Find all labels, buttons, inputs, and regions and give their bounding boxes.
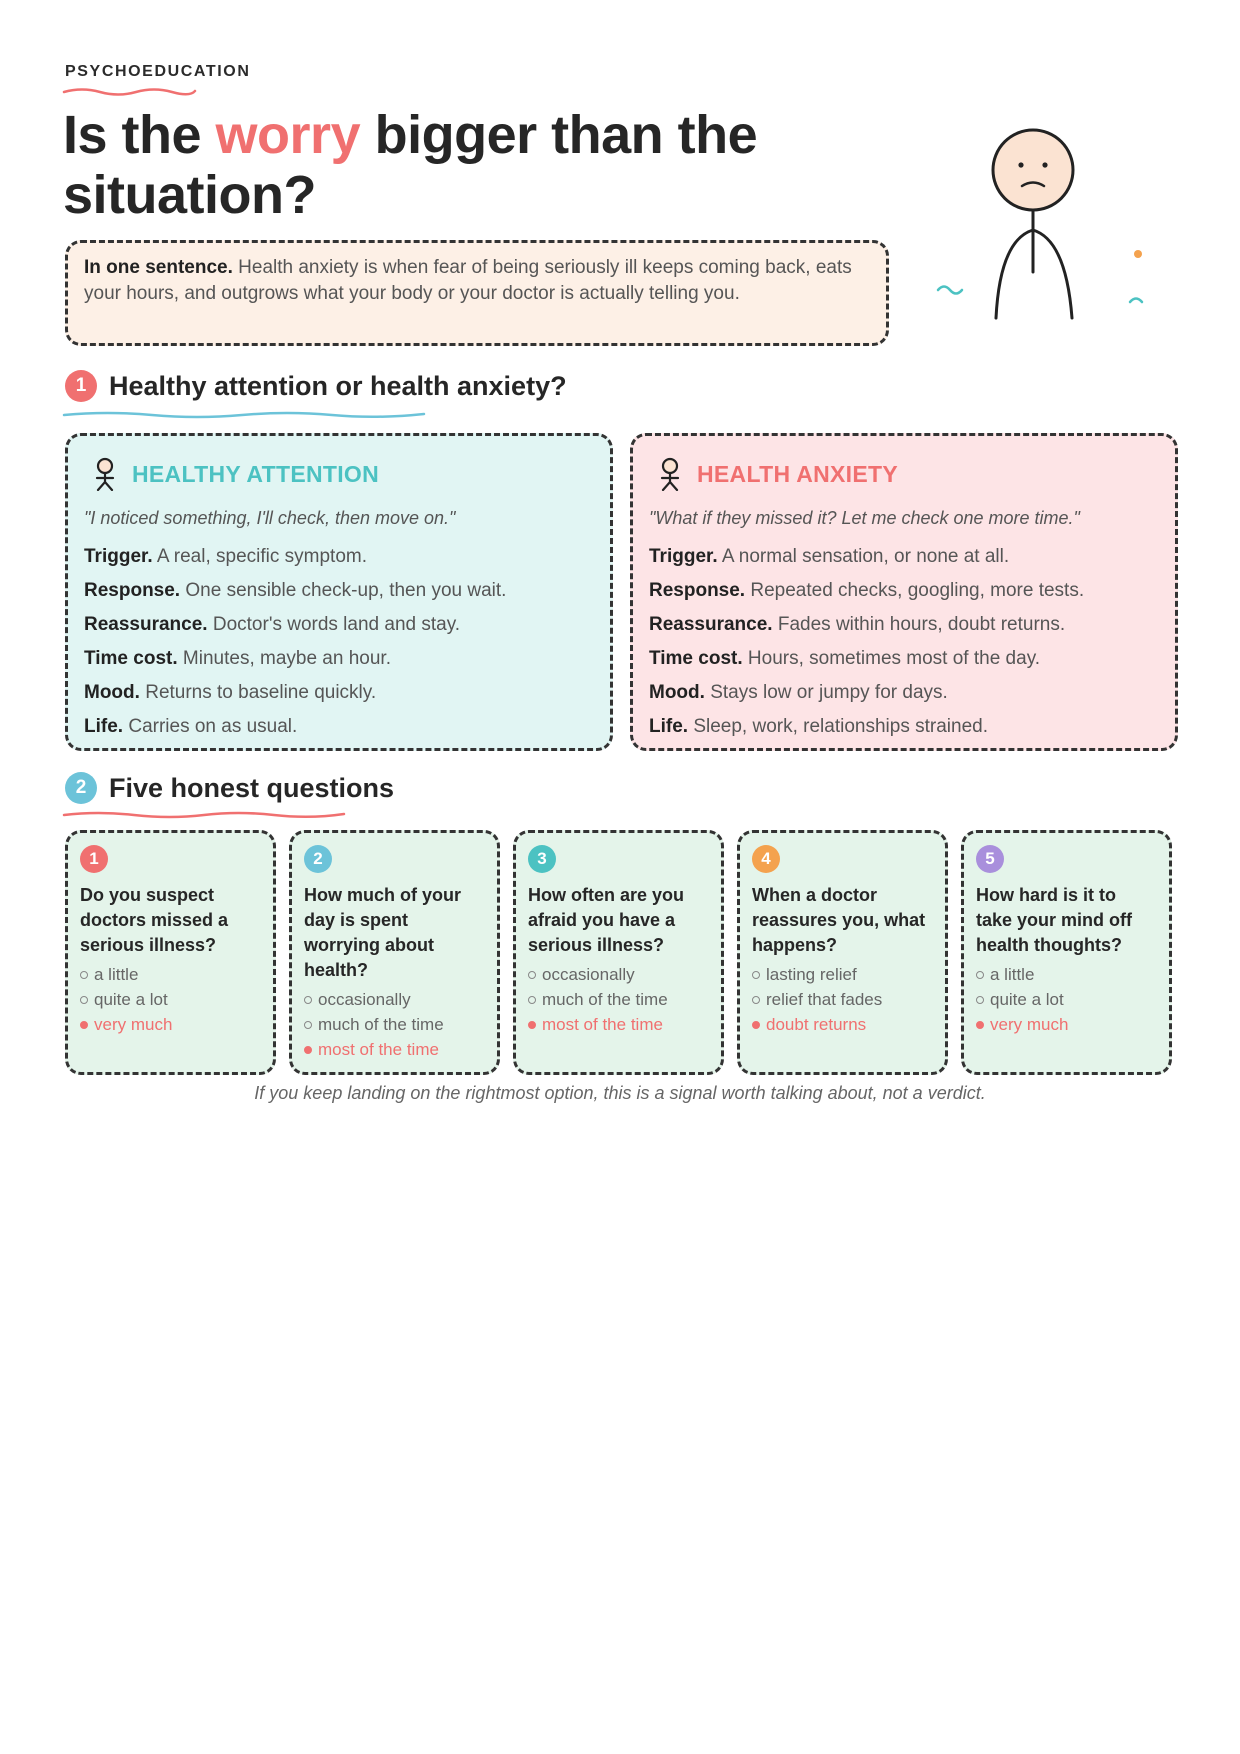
row-life: Life. Carries on as usual. (84, 716, 298, 737)
row-time-cost: Time cost. Hours, sometimes most of the day. (649, 648, 1041, 669)
option-selected[interactable]: most of the time (528, 1012, 709, 1037)
option-selected[interactable]: very much (80, 1012, 261, 1037)
question-card-1 (65, 830, 276, 1075)
summary-text: Health anxiety is when fear of being seriously ill keeps coming back, eats your hours, and outgrows what your body or your doctor is actually telling you. (84, 257, 852, 304)
person-icon (92, 457, 118, 491)
question-number-badge: 3 (528, 845, 556, 873)
option[interactable]: a little (976, 962, 1157, 987)
option-selected[interactable]: doubt returns (752, 1012, 933, 1037)
section-title: Five honest questions (109, 772, 395, 803)
row-time-cost: Time cost. Minutes, maybe an hour. (84, 648, 391, 669)
section-1-squiggle (62, 410, 427, 420)
question-card-5 (961, 830, 1172, 1075)
row-mood: Mood. Returns to baseline quickly. (84, 682, 377, 703)
row-mood: Mood. Stays low or jumpy for days. (649, 682, 948, 703)
section-2-heading (65, 772, 394, 804)
card-quote: "I noticed something, I'll check, then move on." (84, 508, 456, 528)
card-quote: "What if they missed it? Let me check one more time." (649, 508, 1080, 528)
question-text: Do you suspect doctors missed a serious illness? (80, 885, 229, 955)
question-number-badge: 4 (752, 845, 780, 873)
title-accent-word: worry (215, 105, 361, 165)
option-selected[interactable]: most of the time (304, 1037, 485, 1062)
footnote: If you keep landing on the rightmost option, this is a signal worth talking about, not a verdict. (254, 1083, 986, 1103)
section-title: Healthy attention or health anxiety? (109, 370, 567, 401)
option[interactable]: lasting relief (752, 962, 933, 987)
section-1-heading (65, 370, 567, 402)
row-response: Response. Repeated checks, googling, more tests. (649, 580, 1085, 601)
card-label: HEALTHY ATTENTION (132, 460, 380, 487)
question-text: When a doctor reassures you, what happens? (752, 885, 926, 955)
card-label: HEALTH ANXIETY (697, 460, 898, 487)
question-text: How often are you afraid you have a serious illness? (528, 885, 685, 955)
row-reassurance: Reassurance. Doctor's words land and stay. (84, 614, 461, 635)
row-reassurance: Reassurance. Fades within hours, doubt returns. (649, 614, 1066, 635)
section-number-badge: 1 (65, 370, 97, 402)
option[interactable]: quite a lot (80, 987, 261, 1012)
eyebrow-label: PSYCHOEDUCATION (65, 63, 251, 80)
option[interactable]: much of the time (528, 987, 709, 1012)
option-selected[interactable]: very much (976, 1012, 1157, 1037)
question-text: How hard is it to take your mind off health thoughts? (976, 885, 1133, 955)
summary-box (65, 240, 889, 346)
question-card-2 (289, 830, 500, 1075)
summary-lead: In one sentence. (84, 257, 233, 278)
option[interactable]: relief that fades (752, 987, 933, 1012)
section-2-squiggle (62, 810, 347, 820)
row-response: Response. One sensible check-up, then you wait. (84, 580, 507, 601)
row-trigger: Trigger. A normal sensation, or none at all. (649, 546, 1010, 567)
question-number-badge: 1 (80, 845, 108, 873)
page-title: Is the worry bigger than the situation? (63, 105, 758, 225)
section-number-badge: 2 (65, 772, 97, 804)
option[interactable]: much of the time (304, 1012, 485, 1037)
option[interactable]: quite a lot (976, 987, 1157, 1012)
healthy-attention-card (65, 433, 613, 751)
row-life: Life. Sleep, work, relationships strained. (649, 716, 988, 737)
person-icon (657, 457, 683, 491)
option[interactable]: occasionally (528, 962, 709, 987)
question-number-badge: 5 (976, 845, 1004, 873)
question-card-4 (737, 830, 948, 1075)
worried-person-illustration (930, 120, 1170, 335)
question-card-3 (513, 830, 724, 1075)
option[interactable]: a little (80, 962, 261, 987)
question-text: How much of your day is spent worrying about health? (304, 885, 461, 980)
option[interactable]: occasionally (304, 987, 485, 1012)
row-trigger: Trigger. A real, specific symptom. (84, 546, 367, 567)
eyebrow-squiggle (62, 86, 197, 96)
health-anxiety-card (630, 433, 1178, 751)
question-number-badge: 2 (304, 845, 332, 873)
